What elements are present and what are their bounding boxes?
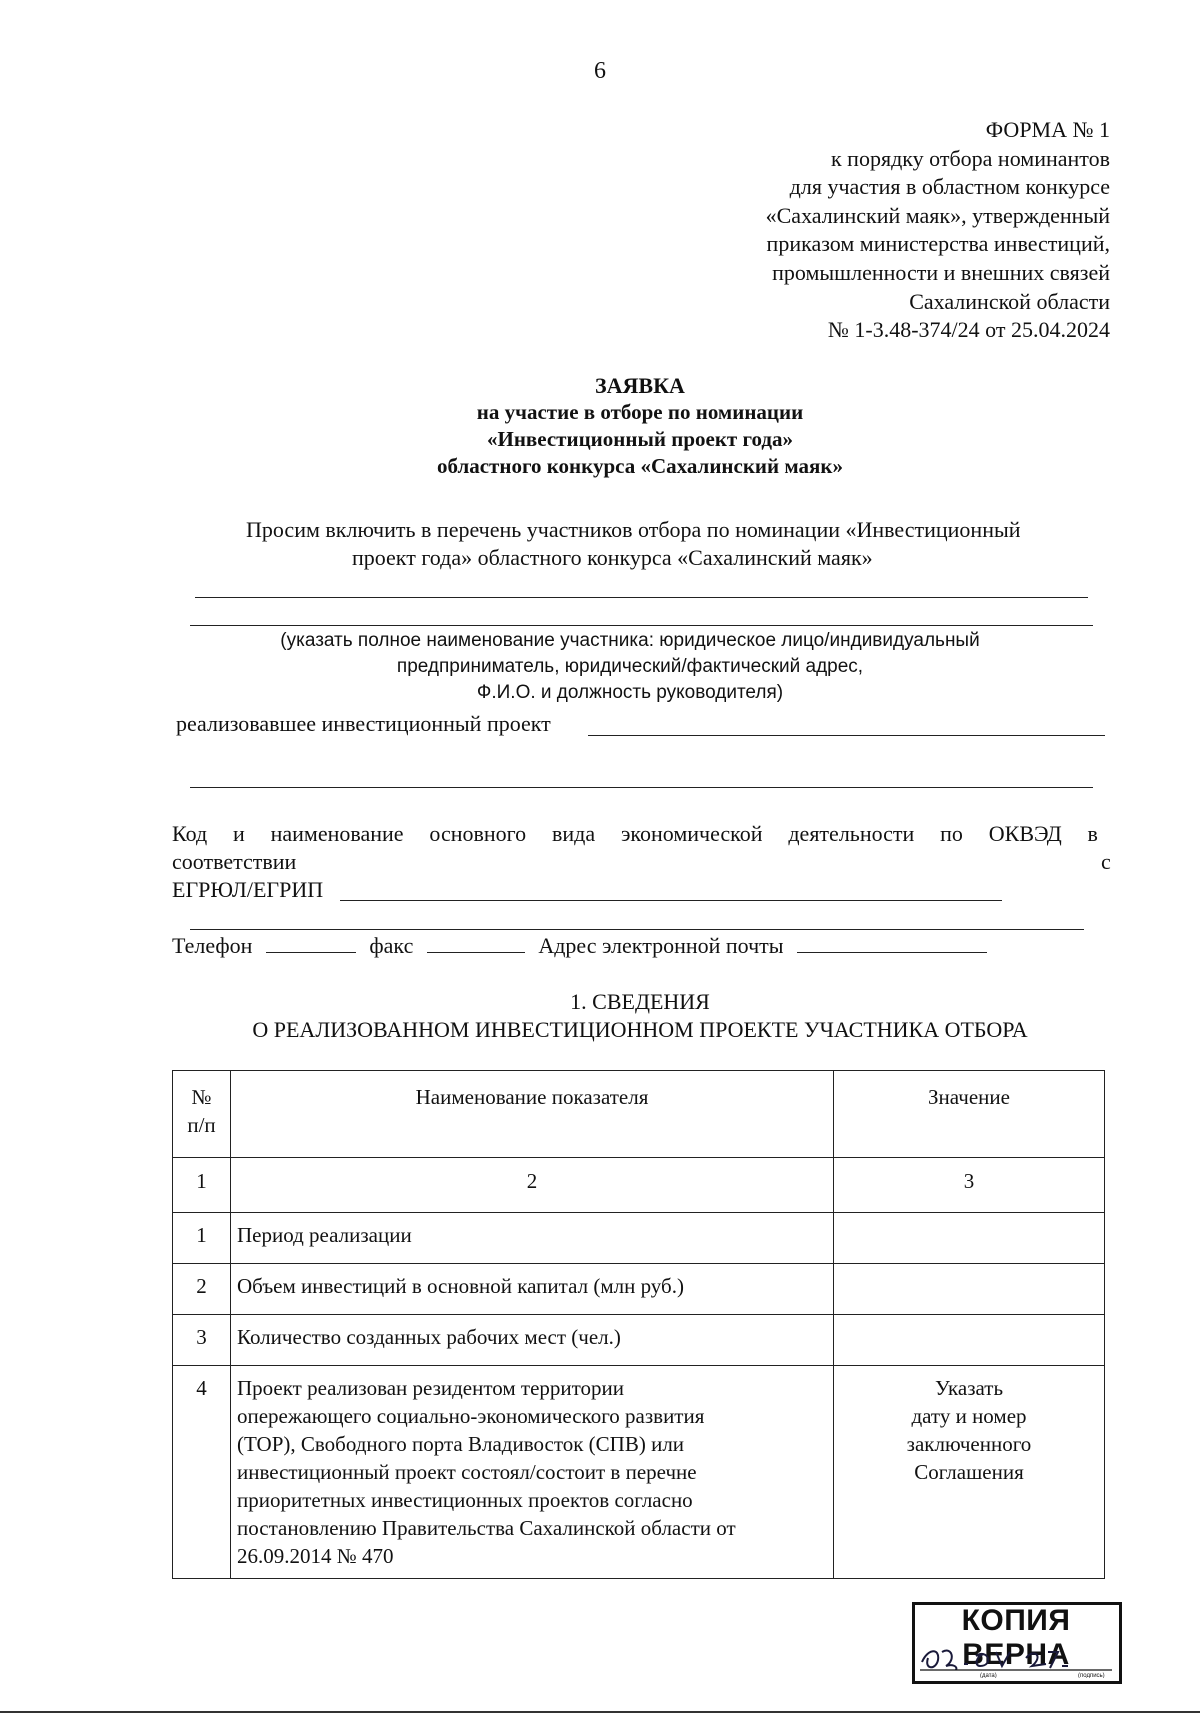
form-header-line: «Сахалинский маяк», утвержденный	[765, 202, 1110, 228]
table-row	[173, 1213, 1105, 1264]
index-cell: 1	[173, 1158, 231, 1213]
form-header-line: ФОРМА № 1	[985, 117, 1110, 142]
row-name-line: Проект реализован резидентом территории	[237, 1376, 625, 1400]
form-header-line: промышленности и внешних связей	[772, 259, 1110, 285]
row-name: Количество созданных рабочих мест (чел.)	[231, 1315, 834, 1366]
row-name: Объем инвестиций в основной капитал (млн руб.)	[231, 1264, 834, 1315]
row-value[interactable]	[834, 1366, 1105, 1579]
section-title-line: О РЕАЛИЗОВАННОМ ИНВЕСТИЦИОННОМ ПРОЕКТЕ УЧАСТНИКА ОТБОРА	[252, 1017, 1028, 1042]
row-name-line: (ТОР), Свободного порта Владивосток (СПВ) или	[237, 1432, 685, 1456]
row-value[interactable]	[834, 1264, 1105, 1315]
okved-field-1[interactable]	[340, 900, 1002, 901]
contacts-row	[172, 933, 987, 959]
section-title-line: 1. СВЕДЕНИЯ	[570, 989, 710, 1014]
stamp-handwriting-icon	[918, 1642, 1114, 1678]
form-header-line: № 1-3.48-374/24 от 25.04.2024	[827, 317, 1110, 343]
stamp-text: КОПИЯ ВЕРНА	[961, 1604, 1071, 1671]
copy-certified-stamp	[912, 1602, 1120, 1682]
project-field-2[interactable]	[190, 787, 1093, 788]
phone-field[interactable]	[266, 952, 356, 953]
stamp-date-label: (дата)	[980, 1673, 997, 1678]
row-value-line: Соглашения	[914, 1460, 1024, 1484]
form-header	[766, 116, 1110, 345]
okved-word: вида	[551, 821, 596, 846]
title-line: ЗАЯВКА	[595, 373, 685, 398]
table-index-row	[173, 1158, 1105, 1213]
form-header-line: к порядку отбора номинантов	[830, 145, 1110, 171]
title-line: областного конкурса «Сахалинский маяк»	[436, 454, 844, 478]
okved-line-2-left: соответствии	[172, 849, 297, 874]
row-name-line: приоритетных инвестиционных проектов согласно	[237, 1488, 693, 1512]
row-name-line: постановлению Правительства Сахалинской области от	[237, 1516, 736, 1540]
okved-word: наименование	[270, 821, 404, 846]
document-title	[0, 372, 1200, 480]
okved-word: экономической	[620, 821, 763, 846]
participant-note	[180, 628, 1080, 706]
email-field[interactable]	[797, 952, 987, 953]
okved-word: ОКВЭД	[988, 821, 1062, 846]
row-value-line: заключенного	[906, 1432, 1032, 1456]
form-header-line: для участия в областном конкурсе	[789, 174, 1110, 200]
section-title	[0, 988, 1200, 1044]
page-bottom-border	[0, 1711, 1200, 1713]
request-line: Просим включить в перечень участников отбора по номинации «Инвестиционный	[246, 517, 1021, 542]
row-num: 2	[173, 1264, 231, 1315]
fax-field[interactable]	[427, 952, 525, 953]
okved-word: Код	[172, 821, 208, 846]
okved-word: в	[1087, 821, 1098, 846]
okved-line-3: ЕГРЮЛ/ЕГРИП	[172, 877, 324, 902]
header-num	[173, 1071, 231, 1158]
index-cell: 3	[834, 1158, 1105, 1213]
row-num: 3	[173, 1315, 231, 1366]
participant-name-field-1[interactable]	[195, 597, 1088, 598]
row-value[interactable]	[834, 1315, 1105, 1366]
project-info-table	[172, 1070, 1105, 1579]
row-value-line: дату и номер	[911, 1404, 1027, 1428]
table-header-row	[173, 1071, 1105, 1158]
row-name-line: инвестиционный проект состоял/состоит в перечне	[237, 1460, 697, 1484]
row-value-line: Указать	[934, 1376, 1004, 1400]
title-line: «Инвестиционный проект года»	[486, 427, 794, 451]
table-row	[173, 1366, 1105, 1579]
fax-label: факс	[369, 933, 414, 958]
header-num-line: п/п	[187, 1113, 216, 1137]
row-name-line: опережающего социально-экономического развития	[237, 1404, 705, 1428]
row-num: 1	[173, 1213, 231, 1264]
okved-word: основного	[429, 821, 527, 846]
form-header-line: приказом министерства инвестиций,	[766, 231, 1110, 257]
row-name	[231, 1366, 834, 1579]
index-cell: 2	[231, 1158, 834, 1213]
okved-word: и	[232, 821, 245, 846]
page-number: 6	[594, 58, 606, 84]
table-row	[173, 1315, 1105, 1366]
request-text	[246, 516, 1126, 572]
title-line: на участие в отборе по номинации	[476, 400, 804, 424]
row-num: 4	[173, 1366, 231, 1579]
participant-name-field-2[interactable]	[190, 625, 1093, 626]
stamp-sign-label: (подпись)	[1078, 1673, 1105, 1678]
note-line: (указать полное наименование участника: юридическое лицо/индивидуальный	[280, 630, 980, 651]
header-value: Значение	[834, 1071, 1105, 1158]
table-row	[173, 1264, 1105, 1315]
header-num-line: №	[191, 1085, 212, 1109]
okved-word: деятельности	[788, 821, 915, 846]
note-line: Ф.И.О. и должность руководителя)	[476, 682, 784, 703]
phone-label: Телефон	[172, 933, 253, 958]
project-field-1[interactable]	[588, 735, 1105, 736]
row-name-line: 26.09.2014 № 470	[237, 1544, 394, 1568]
note-line: предприниматель, юридический/фактический адрес,	[396, 656, 864, 677]
okved-field-2[interactable]	[190, 929, 1084, 930]
email-label: Адрес электронной почты	[538, 933, 784, 958]
request-line: проект года» областного конкурса «Сахалинский маяк»	[352, 545, 873, 570]
header-name: Наименование показателя	[231, 1071, 834, 1158]
row-value[interactable]	[834, 1213, 1105, 1264]
implemented-label: реализовавшее инвестиционный проект	[176, 711, 551, 736]
row-name: Период реализации	[231, 1213, 834, 1264]
okved-word: по	[940, 821, 963, 846]
okved-line-1	[172, 821, 1098, 847]
okved-line-2-right: с	[1101, 849, 1111, 874]
form-header-line: Сахалинской области	[909, 288, 1110, 314]
